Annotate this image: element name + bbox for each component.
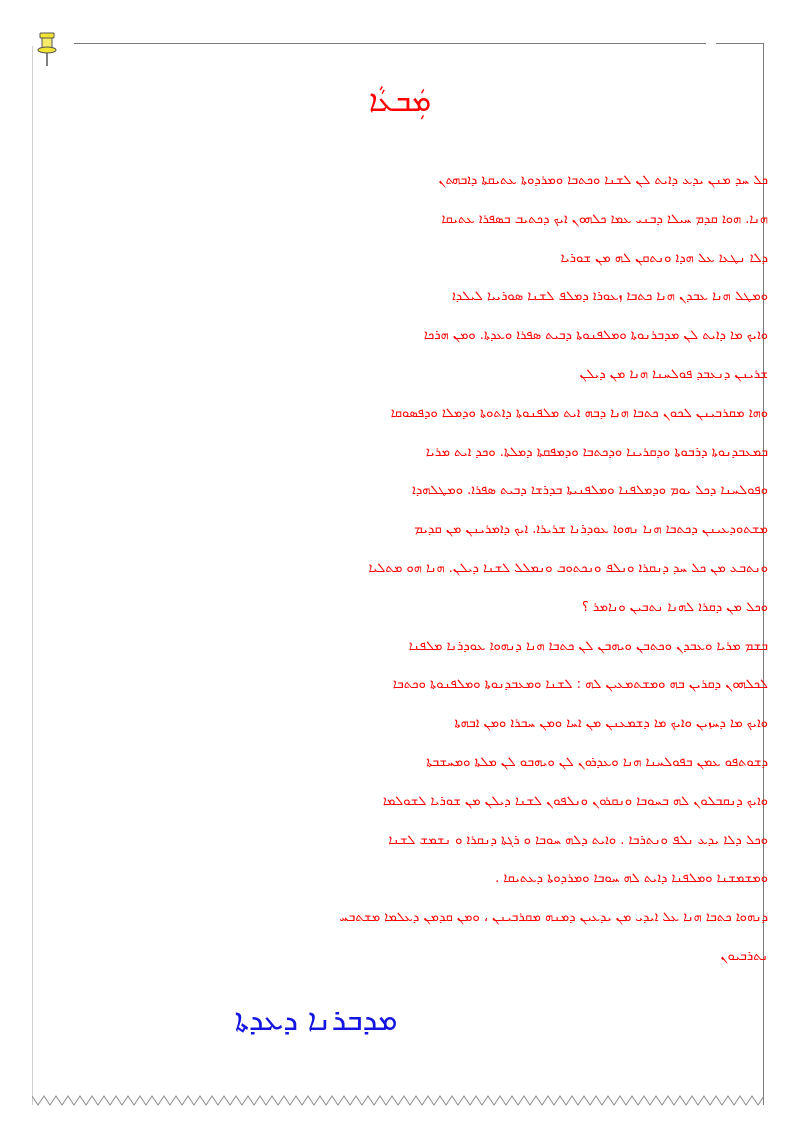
signature: ܡܕܒܪܢܐ ܕܥܕܬܐ (234, 1003, 398, 1038)
text-line: ܘܐܝܟ ܡܐ ܕܚܙܝܢ ܘܐܝܟ ܡܐ ܕܫܡܥܢܢ ܡܢ ܐܚܐ ܘܡܢ ܚܒܪܐ ܘܡܢ ܐܒܗܬܐ (454, 716, 768, 732)
push-pin-icon (33, 30, 61, 68)
page-title: ܡܲܒܥܵܐ (368, 84, 432, 119)
text-line: ܕܫܘܬܦܘ ܥܡܢ ܒܦܘܠܚܢܐ ܗܢܐ ܘܥܕܪܘܢ ܠܢ ܘܝܗܒܘ ܠܢ ܡܠܬܐ ܘܡܚܫܒܬܐ (426, 754, 768, 770)
text-line: ܘܢܬܒܥ ܡܢ ܟܠ ܚܕ ܕܢܩܪܐ ܘܢܠܦ ܘܢܟܬܘܒ ܘܢܡܠܠ ܠܫܢܐ ܕܝܠܢ. ܗܢܐ ܗܘ ܡܬܠܝܐ (368, 560, 768, 576)
text-line: ܘܡܫܡܫܢܐ ܘܡܠܦܢܐ ܕܐܝܬ ܠܗ ܚܘܒܐ ܘܡܪܕܘܬܐ ܕܥܬܝܩܐ . (495, 871, 768, 887)
text-line: ܡܫܬܘܕܥܝܢܢ ܕܟܬܒܐ ܗܢܐ ܢܗܘܐ ܥܘܕܪܢܐ ܫܪܝܪܐ. ܐܝܟ ܕܐܡܪܝܢܢ ܡܢ ܩܕܝܡ (414, 522, 768, 538)
text-line: ܕܠܐ ܢܛܥܐ ܥܠ ܗܕܐ ܘܢܬܩܢ ܠܗ ܡܢ ܫܘܪܝܐ (560, 250, 768, 266)
text-line: ܘܡܛܠ ܗܢܐ ܥܒܕܢ ܗܢܐ ܟܬܒܐ ܙܥܘܪܐ ܕܡܠܦ ܠܫܢܐ ܣܘܪܝܝܐ ܠܝܠܕܐ (452, 289, 768, 305)
text-line: ܘܦܘܠܚܢܐ ܕܟܠ ܝܘܡ ܘܕܡܠܦܢܐ ܘܡܠܦܢܝܬܐ ܒܕܪܫܐ ܕܒܝܬ ܣܦܪܐ. ܘܡܛܠܗܕܐ (412, 483, 768, 499)
frame-gap-right (706, 40, 716, 46)
text-line: ܕܢܗܘܐ ܟܬܒܐ ܗܢܐ ܥܠ ܐܝܕܝ ܡܢ ܝܕܥܝܢ ܕܡܢܗ ܡܩܪܒܝܢܢ ، ܘܡܢ ܩܕܡܢ ܕܥܠܡܐ ܡܫܬܒܚ (339, 910, 768, 926)
text-line: ܘܟܠ ܡܢ ܕܩܪܐ ܠܗܢܐ ܢܬܒܝܢ ܘܢܐܡܪ ؟ (581, 599, 768, 615)
text-line: ܘܐܝܟ ܡܐ ܕܐܝܬ ܠܢ ܡܕܒܪܢܘܬܐ ܘܡܠܦܢܘܬܐ ܕܒܝܬ ܣܦܪܐ ܘܥܕܬܐ. ܘܡܢ ܗܪܟܐ (423, 328, 768, 344)
body-text (78, 162, 768, 977)
text-line: ܫܪܝܢܢ ܕܢܥܒܕ ܦܘܠܚܢܐ ܗܢܐ ܡܢ ܕܝܠܢ (579, 366, 768, 382)
text-line: ܒܫܡ ܡܪܝܐ ܘܥܒܕܢ ܘܟܬܒܢ ܘܝܗܒܢ ܠܢ ܟܬܒܐ ܗܢܐ ܕܢܗܘܐ ܥܘܕܪܢܐ ܡܠܦܢܐ (408, 638, 768, 654)
text-line: ܒܡܥܒܕܢܘܬܐ ܕܪܒܘܬܐ ܘܕܩܪܝܢܐ ܘܕܟܬܒܐ ܘܕܡܦܩܬܐ ܕܡܠܬܐ. ܘܟܕ ܐܝܬ ܡܪܝܐ (425, 444, 768, 460)
text-line: ܘܟܠ ܕܠܐ ܝܕܥ ܢܠܦ ܘܢܬܪܒܐ . ܘܐܝܬ ܕܠܗ ܚܘܒܐ ܘ ܪܓܬܐ ܕܢܩܪܐ ܘ ܢܫܡܫ ܠܫܢܐ (388, 832, 768, 848)
text-line: ܗܢܐ. ܗܘܐ ܩܕܡ ܚܝܠܐ ܕܒܢܝ ܥܡܐ ܟܠܗܘܢ ܐܝܟ ܕܟܬܝܒ ܒܣܦܪܐ ܥܬܝܩܐ (441, 211, 768, 227)
text-line: ܠܟܠܗܘܢ ܕܩܪܝܢ ܒܗ ܘܡܫܬܡܥܝܢ ܠܗ : ܠܫܢܐ ܘܡܥܒܕܢܘܬܐ ܘܡܠܦܢܘܬܐ ܘܟܬܒܐ (392, 677, 768, 693)
text-line: ܘܗܐ ܡܩܪܒܝܢܢ ܠܟܘܢ ܟܬܒܐ ܗܢܐ ܕܒܗ ܐܝܬ ܡܠܦܢܘܬܐ ܕܐܬܘܬܐ ܘܕܡܠܐ ܘܕܦܣܘܩܐ (390, 405, 768, 421)
text-line: ܟܠ ܚܕ ܡܢܢ ܝܕܥ ܕܐܝܬ ܠܢ ܠܫܢܐ ܘܟܬܒܐ ܘܡܪܕܘܬܐ ܥܬܝܩܬܐ ܕܐܒܗܬܢ (438, 173, 768, 188)
text-line: ܘܐܝܟ ܕܢܩܒܠܘܢ ܠܗ ܒܚܘܒܐ ܘܢܩܪܘܢ ܘܢܠܦܘܢ ܠܫܢܐ ܕܝܠܢ ܡܢ ܫܘܪܝܐ ܠܫܘܠܡܐ (382, 793, 768, 809)
zigzag-edge (32, 1094, 764, 1108)
text-line: ܢܬܪܒܝܘܢ (720, 948, 768, 964)
